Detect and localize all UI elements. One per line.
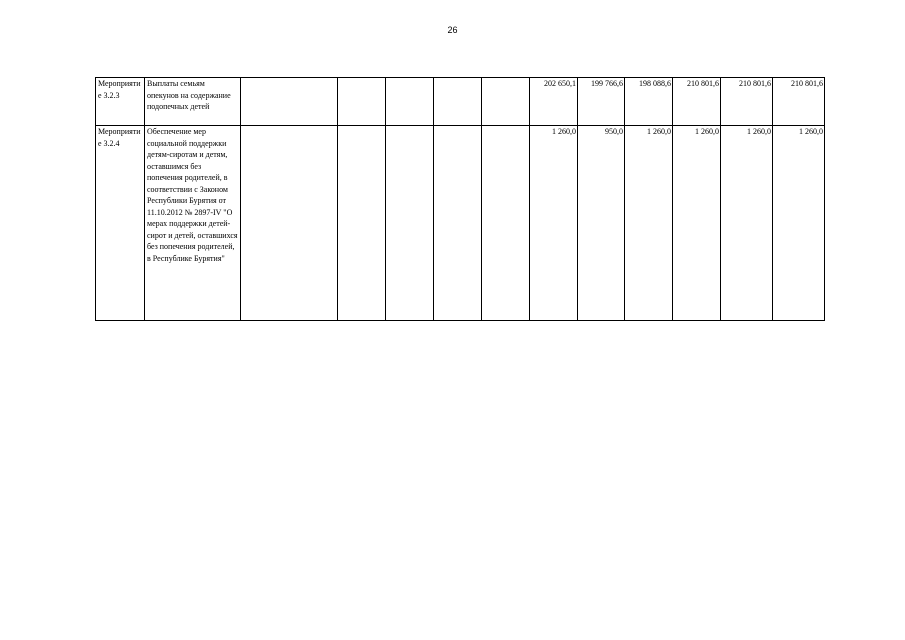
page-number: 26 — [447, 25, 458, 35]
activity-code-cell: Мероприятие 3.2.3 — [96, 78, 145, 126]
activity-description-cell: Обеспечение мер социальной поддержки детям-сиротам и детям, оставшимся без попечения родителей, в соответствии с Законом Республики Бурятия от 11.10.2012 № 2897-IV "О мерах поддержки детей-сирот и детей, оставшихся без попечения родителей, в Республике Бурятия" — [145, 126, 241, 321]
value-cell: 210 801,6 — [721, 78, 773, 126]
table-row — [96, 78, 825, 126]
empty-cell — [482, 78, 530, 126]
empty-cell — [241, 78, 338, 126]
value-cell: 199 766,6 — [578, 78, 625, 126]
empty-cell — [434, 126, 482, 321]
value-cell: 210 801,6 — [773, 78, 825, 126]
empty-cell — [386, 126, 434, 321]
value-cell: 1 260,0 — [673, 126, 721, 321]
empty-cell — [338, 78, 386, 126]
table-row — [96, 126, 825, 321]
empty-cell — [338, 126, 386, 321]
empty-cell — [241, 126, 338, 321]
activity-description-cell: Выплаты семьям опекунов на содержание подопечных детей — [145, 78, 241, 126]
value-cell: 950,0 — [578, 126, 625, 321]
program-activities-table — [95, 77, 825, 321]
empty-cell — [434, 78, 482, 126]
empty-cell — [386, 78, 434, 126]
value-cell: 1 260,0 — [721, 126, 773, 321]
empty-cell — [482, 126, 530, 321]
value-cell: 1 260,0 — [625, 126, 673, 321]
value-cell: 198 088,6 — [625, 78, 673, 126]
value-cell: 1 260,0 — [773, 126, 825, 321]
activity-code-cell: Мероприятие 3.2.4 — [96, 126, 145, 321]
value-cell: 1 260,0 — [530, 126, 578, 321]
value-cell: 202 650,1 — [530, 78, 578, 126]
value-cell: 210 801,6 — [673, 78, 721, 126]
